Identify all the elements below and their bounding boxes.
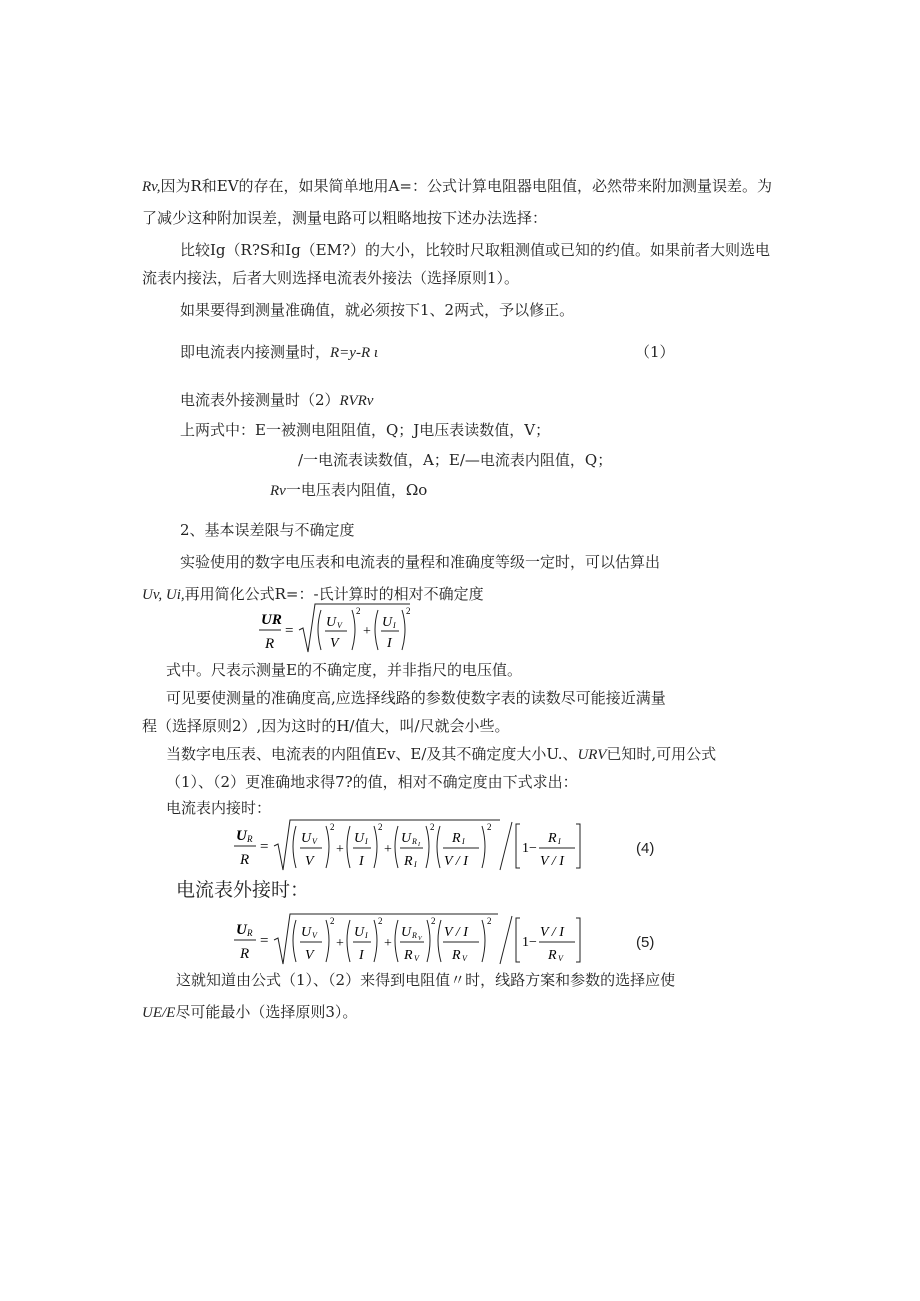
- formula-inline: URV: [577, 747, 607, 763]
- formula-inline: R=y-R ι: [330, 345, 379, 361]
- equation-4: [230, 818, 590, 874]
- symbol-rv: Rv: [270, 483, 286, 499]
- svg-text:V / I: V / I: [444, 925, 468, 940]
- svg-text:+: +: [363, 624, 371, 639]
- text-line: 这就知道由公式（1）、（2）来得到电阻值〃时，线路方案和参数的选择应使: [176, 971, 676, 989]
- svg-text:V: V: [312, 837, 317, 846]
- eq-lhs-num: UR: [261, 612, 282, 628]
- svg-text:I: I: [359, 948, 364, 963]
- svg-text:U: U: [401, 925, 412, 940]
- svg-text:R: R: [404, 854, 413, 869]
- svg-text:I: I: [365, 837, 368, 846]
- svg-text:V / I: V / I: [444, 854, 468, 869]
- text-line: 实验使用的数字电压表和电流表的量程和准确度等级一定时，可以估算出: [180, 553, 661, 571]
- formula-inline: RVRv: [339, 393, 374, 409]
- svg-text:=: =: [260, 839, 269, 855]
- svg-text:2: 2: [378, 822, 383, 832]
- svg-text:V: V: [414, 954, 419, 963]
- symbol-rv: Rv,: [142, 179, 161, 195]
- svg-text:R: R: [240, 946, 250, 962]
- svg-text:V: V: [305, 854, 314, 869]
- svg-text:R: R: [548, 948, 557, 963]
- text-line: 电流表内接时：: [166, 799, 272, 817]
- text-line: 了减少这种附加误差，测量电路可以粗略地按下述办法选择：: [142, 209, 548, 227]
- svg-text:U: U: [236, 828, 247, 844]
- symbol-ue-e: UE/E: [142, 1005, 176, 1021]
- text-line: UE/E尽可能最小（选择原则3）。: [142, 1003, 358, 1021]
- svg-text:I: I: [414, 860, 417, 869]
- text-line: 上两式中：E一被测电阻阻值，Q；J电压表读数值，V；: [180, 421, 551, 439]
- svg-text:1−: 1−: [522, 841, 537, 856]
- svg-text:2: 2: [356, 606, 361, 616]
- svg-text:R: R: [412, 837, 417, 846]
- svg-text:2: 2: [487, 916, 492, 926]
- svg-text:U: U: [354, 925, 365, 940]
- svg-text:V: V: [312, 931, 317, 940]
- svg-text:R: R: [412, 931, 417, 940]
- section-heading: 2、基本误差限与不确定度: [180, 521, 355, 539]
- text-line: 电流表外接测量时（2）RVRv: [180, 391, 374, 409]
- svg-text:=: =: [285, 623, 294, 639]
- equation-number: (4): [636, 840, 655, 857]
- svg-text:+: +: [384, 842, 392, 857]
- svg-text:V: V: [418, 936, 422, 942]
- text-line: Uv, Ui,再用简化公式R=：-氏计算时的相对不确定度: [142, 585, 484, 603]
- text-line: 比较Ig（R?S和Ig（EM?）的大小，比较时尺取粗测值或已知的约值。如果前者大则选电: [180, 241, 771, 259]
- svg-text:U: U: [301, 831, 312, 846]
- svg-text:V / I: V / I: [540, 925, 564, 940]
- svg-text:+: +: [336, 936, 344, 951]
- svg-text:U: U: [301, 925, 312, 940]
- svg-text:R: R: [240, 852, 250, 868]
- svg-text:I: I: [393, 621, 396, 630]
- svg-text:I: I: [387, 636, 392, 651]
- text-line: Rv,因为R和EV的存在，如果简单地用A=：公式计算电阻器电阻值，必然带来附加测量误差。为: [142, 177, 772, 195]
- svg-text:U: U: [401, 831, 412, 846]
- svg-text:R: R: [247, 834, 253, 844]
- svg-text:V: V: [462, 954, 467, 963]
- svg-text:V / I: V / I: [540, 854, 564, 869]
- svg-text:R: R: [404, 948, 413, 963]
- text-line: 流表内接法，后者大则选择电流表外接法（选择原则1）。: [142, 269, 520, 287]
- svg-text:2: 2: [430, 822, 435, 832]
- equation-3: [255, 602, 415, 656]
- svg-text:R: R: [548, 831, 557, 846]
- text-line: /一电流表读数值，A；E/—电流表内阻值，Q；: [298, 451, 613, 469]
- svg-text:2: 2: [330, 822, 335, 832]
- equation-number: （1）: [635, 343, 675, 361]
- svg-text:I: I: [365, 931, 368, 940]
- text-line: 如果要得到测量准确值，就必须按下1、2两式，予以修正。: [180, 301, 575, 319]
- text-line: 可见要使测量的准确度高,应选择线路的参数使数字表的读数尽可能接近满量: [166, 689, 666, 707]
- svg-text:I: I: [359, 854, 364, 869]
- text-line: （1）、（2）更准确地求得7?的值，相对不确定度由下式求出：: [166, 773, 578, 791]
- svg-text:2: 2: [487, 822, 492, 832]
- text-line: 即电流表内接测量时，R=y-R ι: [180, 343, 379, 361]
- svg-text:U: U: [326, 615, 337, 630]
- text-line: 程（选择原则2）,因为这时的H/值大，叫/尺就会小些。: [142, 717, 510, 735]
- svg-text:V: V: [330, 636, 339, 651]
- text-line: 电流表外接时：: [176, 879, 310, 901]
- text-line: 当数字电压表、电流表的内阻值Ev、E/及其不确定度大小U.、URV已知时,可用公式: [166, 745, 717, 763]
- svg-text:V: V: [558, 954, 563, 963]
- svg-text:2: 2: [378, 916, 383, 926]
- svg-text:V: V: [337, 621, 342, 630]
- text-line: Rv一电压表内阻值，Ωo: [270, 481, 428, 499]
- svg-text:I: I: [418, 842, 420, 848]
- equation-number: (5): [636, 934, 655, 951]
- equation-5: [230, 912, 590, 968]
- svg-text:1−: 1−: [522, 935, 537, 950]
- svg-text:=: =: [260, 933, 269, 949]
- svg-text:+: +: [336, 842, 344, 857]
- svg-text:2: 2: [406, 606, 411, 616]
- symbol-uv-ui: Uv, Ui,: [142, 587, 185, 603]
- svg-text:U: U: [354, 831, 365, 846]
- text-line: 式中。尺表示测量E的不确定度，并非指尺的电压值。: [166, 661, 522, 679]
- eq-lhs-den: R: [265, 636, 275, 652]
- svg-text:V: V: [305, 948, 314, 963]
- svg-text:U: U: [382, 615, 393, 630]
- svg-text:+: +: [384, 936, 392, 951]
- svg-text:R: R: [247, 928, 253, 938]
- svg-text:R: R: [452, 831, 461, 846]
- svg-text:2: 2: [330, 916, 335, 926]
- svg-text:U: U: [236, 922, 247, 938]
- svg-text:I: I: [462, 837, 465, 846]
- svg-text:2: 2: [431, 916, 436, 926]
- svg-text:R: R: [452, 948, 461, 963]
- svg-text:I: I: [558, 837, 561, 846]
